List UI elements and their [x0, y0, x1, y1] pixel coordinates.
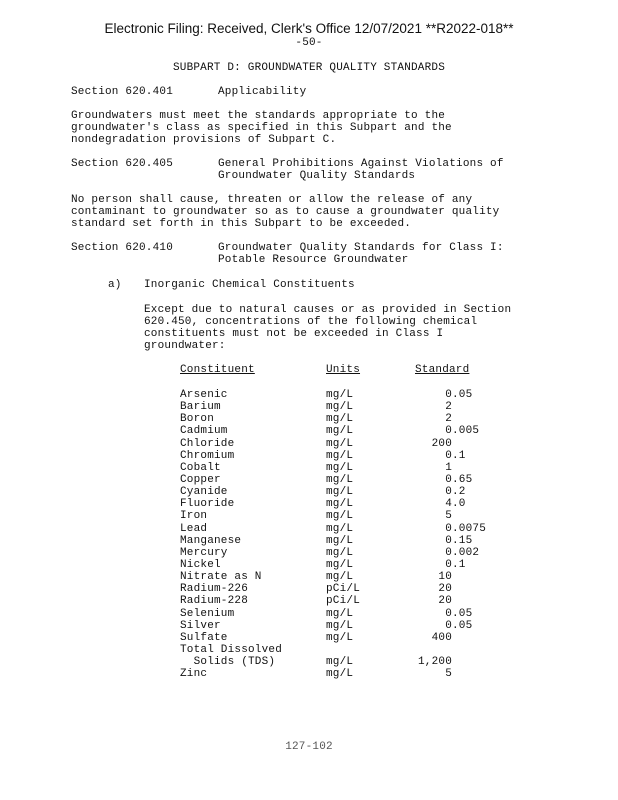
section-body-line: Groundwaters must meet the standards appropriate to the	[71, 110, 446, 122]
standard-value: 2	[418, 413, 453, 426]
constituent-name: Boron	[180, 413, 215, 426]
column-header-constituent: Constituent	[180, 364, 255, 376]
section-title: General Prohibitions Against Violations of	[218, 158, 504, 170]
unit-value: mg/L	[326, 546, 354, 559]
section-title: Potable Resource Groundwater	[218, 254, 409, 266]
standard-value: 0.005	[418, 425, 480, 438]
unit-value: mg/L	[326, 461, 354, 474]
table-row	[180, 413, 488, 425]
table-row	[180, 656, 488, 668]
unit-value: mg/L	[326, 473, 354, 486]
section-body-line: groundwater's class as specified in this Subpart and the	[71, 122, 452, 134]
page-footer: 127-102	[285, 741, 333, 753]
unit-value: mg/L	[326, 668, 354, 681]
table-row	[180, 498, 488, 510]
standard-value: 1	[418, 461, 453, 474]
standard-value	[410, 644, 488, 656]
section-body-line: contaminant to groundwater so as to cause a groundwater quality	[71, 206, 500, 218]
table-row	[180, 425, 488, 437]
standard-value: 5	[418, 668, 453, 681]
constituent-name: Cobalt	[180, 461, 221, 474]
table-row	[180, 462, 488, 474]
table-row	[180, 510, 488, 522]
page-number: -50-	[295, 37, 323, 49]
unit-value: mg/L	[326, 607, 354, 620]
constituent-name: Barium	[180, 401, 221, 414]
standard-value: 0.2	[418, 486, 466, 499]
table-row	[180, 644, 488, 656]
standard-value: 1,200	[418, 656, 453, 669]
subpart-title: SUBPART D: GROUNDWATER QUALITY STANDARDS	[172, 62, 446, 74]
table-row	[180, 608, 488, 620]
standard-value: 20	[418, 583, 453, 596]
standard-value: 5	[418, 510, 453, 523]
standard-value: 4.0	[418, 498, 466, 511]
constituent-name: Radium-226	[180, 583, 249, 596]
constituent-name: Lead	[180, 522, 208, 535]
subsection-title: Inorganic Chemical Constituents	[144, 279, 355, 291]
constituent-name: Nitrate as N	[180, 571, 262, 584]
constituent-table	[180, 389, 488, 680]
subsection-intro-line: 620.450, concentrations of the following chemical	[144, 316, 478, 328]
unit-value: mg/L	[326, 401, 354, 414]
table-row	[180, 438, 488, 450]
unit-value: mg/L	[326, 449, 354, 462]
standard-value: 2	[418, 401, 453, 414]
table-row	[180, 389, 488, 401]
unit-value: mg/L	[326, 631, 354, 644]
constituent-name: Chromium	[180, 449, 235, 462]
standard-value: 0.0075	[418, 522, 487, 535]
table-row	[180, 559, 488, 571]
subsection-intro-line: groundwater:	[144, 340, 226, 352]
section-title: Groundwater Quality Standards for Class I:	[218, 242, 504, 254]
unit-value: mg/L	[326, 413, 354, 426]
section-number: Section 620.410	[71, 242, 174, 254]
standard-value: 0.1	[418, 558, 466, 571]
table-row	[180, 632, 488, 644]
table-row	[180, 620, 488, 632]
constituent-name: Cadmium	[180, 425, 228, 438]
standard-value: 200	[418, 437, 453, 450]
standard-value: 0.05	[418, 607, 473, 620]
constituent-name: Iron	[180, 510, 208, 523]
standard-value: 0.65	[418, 473, 473, 486]
unit-value: mg/L	[326, 425, 354, 438]
column-header-units: Units	[326, 364, 361, 376]
table-row	[180, 547, 488, 559]
constituent-name: Zinc	[180, 668, 208, 681]
constituent-name: Copper	[180, 473, 221, 486]
unit-value: mg/L	[326, 558, 354, 571]
section-title: Groundwater Quality Standards	[218, 170, 416, 182]
unit-value: mg/L	[326, 498, 354, 511]
filing-stamp: Electronic Filing: Received, Clerk's Office 12/07/2021 **R2022-018**	[104, 21, 514, 36]
section-body-line: nondegradation provisions of Subpart C.	[71, 134, 337, 146]
standard-value: 400	[418, 631, 453, 644]
table-row	[180, 486, 488, 498]
subsection-intro-line: Except due to natural causes or as provided in Section	[144, 304, 512, 316]
constituent-name: Mercury	[180, 546, 228, 559]
unit-value: mg/L	[326, 619, 354, 632]
constituent-name: Arsenic	[180, 389, 228, 401]
unit-value: pCi/L	[326, 583, 361, 596]
unit-value: pCi/L	[326, 595, 361, 608]
constituent-name: Nickel	[180, 558, 221, 571]
standard-value: 0.1	[418, 449, 466, 462]
table-row	[180, 571, 488, 583]
unit-value: mg/L	[326, 522, 354, 535]
unit-value: mg/L	[326, 510, 354, 523]
constituent-name: Total Dissolved	[180, 643, 283, 656]
constituent-name: Selenium	[180, 607, 235, 620]
unit-value: mg/L	[326, 656, 354, 669]
constituent-name: Fluoride	[180, 498, 235, 511]
standard-value: 0.05	[418, 619, 473, 632]
table-row	[180, 668, 488, 680]
table-row	[180, 535, 488, 547]
table-row	[180, 401, 488, 413]
unit-value	[326, 644, 410, 656]
constituent-name: Solids (TDS)	[180, 656, 276, 669]
table-row	[180, 595, 488, 607]
section-title: Applicability	[218, 86, 307, 98]
standard-value: 0.05	[418, 389, 473, 401]
constituent-name: Manganese	[180, 534, 242, 547]
standard-value: 20	[418, 595, 453, 608]
section-number: Section 620.405	[71, 158, 174, 170]
standard-value: 0.002	[418, 546, 480, 559]
table-row	[180, 450, 488, 462]
section-number: Section 620.401	[71, 86, 174, 98]
constituent-name: Silver	[180, 619, 221, 632]
column-header-standard: Standard	[415, 364, 470, 376]
section-body-line: standard set forth in this Subpart to be exceeded.	[71, 218, 412, 230]
unit-value: mg/L	[326, 389, 354, 401]
standard-value: 0.15	[418, 534, 473, 547]
constituent-name: Sulfate	[180, 631, 228, 644]
unit-value: mg/L	[326, 571, 354, 584]
table-row	[180, 523, 488, 535]
constituent-name: Radium-228	[180, 595, 249, 608]
standard-value: 10	[418, 571, 453, 584]
table-row	[180, 583, 488, 595]
subsection-intro-line: constituents must not be exceeded in Class I	[144, 328, 444, 340]
constituent-name: Chloride	[180, 437, 235, 450]
unit-value: mg/L	[326, 437, 354, 450]
section-body-line: No person shall cause, threaten or allow the release of any	[71, 194, 473, 206]
unit-value: mg/L	[326, 486, 354, 499]
subsection-label: a)	[108, 279, 122, 291]
constituent-name: Cyanide	[180, 486, 228, 499]
table-row	[180, 474, 488, 486]
unit-value: mg/L	[326, 534, 354, 547]
